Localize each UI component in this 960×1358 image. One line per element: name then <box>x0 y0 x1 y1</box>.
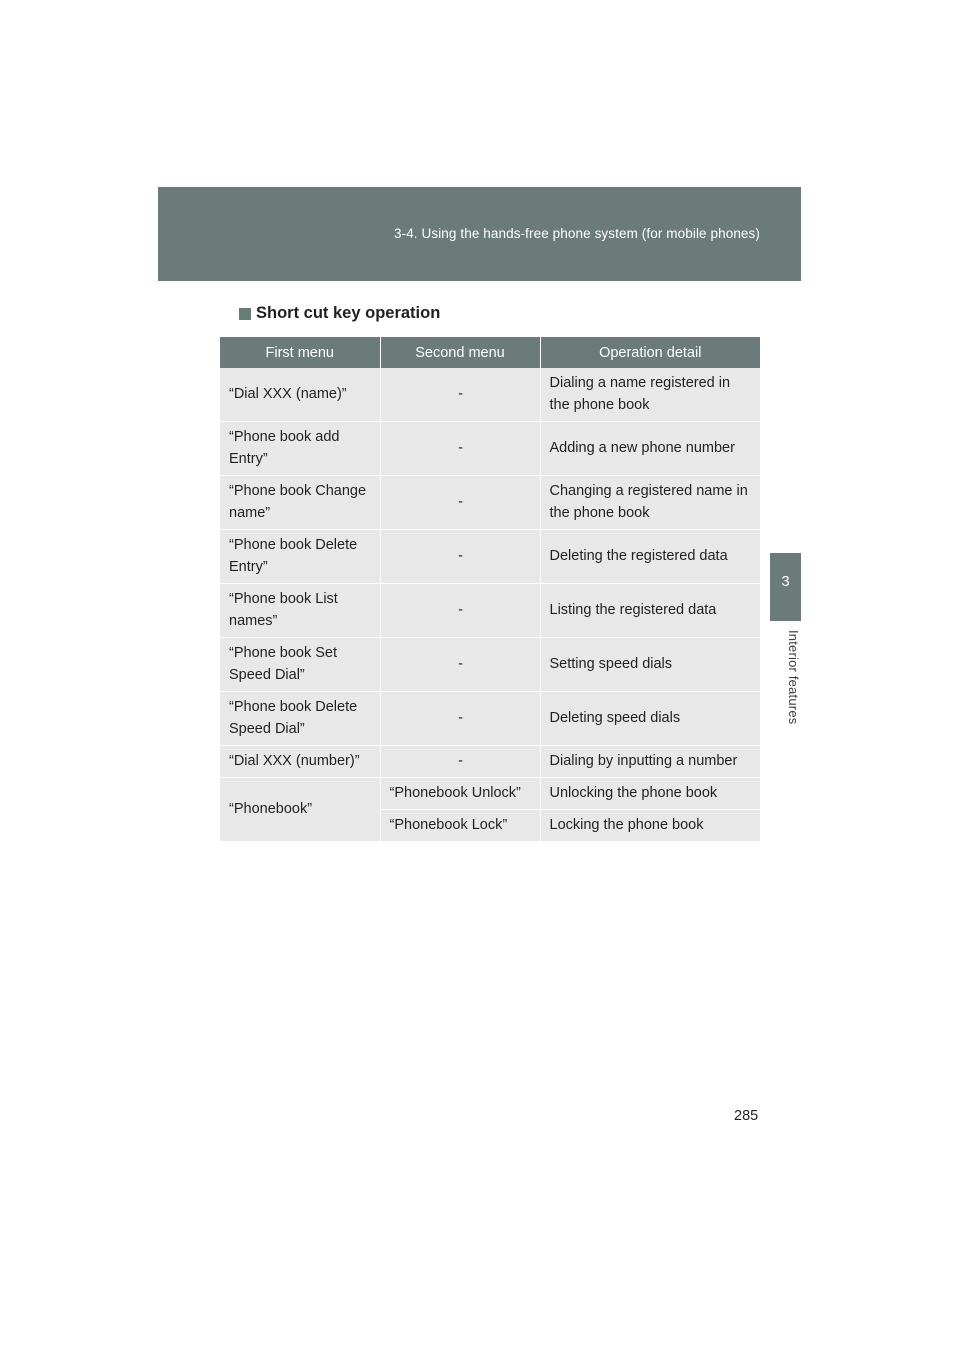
table-row <box>220 368 760 422</box>
operation-detail-cell: Dialing by inputting a number <box>540 746 760 778</box>
first-menu-cell: “Phone book Delete Entry” <box>220 530 380 584</box>
operation-detail-cell: Unlocking the phone book <box>540 778 760 810</box>
table-header-row <box>220 337 760 368</box>
chapter-tab <box>770 553 801 621</box>
table-row <box>220 692 760 746</box>
second-menu-cell: “Phonebook Unlock” <box>380 778 540 810</box>
table-row <box>220 530 760 584</box>
chapter-label: Interior features <box>786 630 801 725</box>
column-header-operation-detail: Operation detail <box>540 337 760 368</box>
second-menu-cell: - <box>380 584 540 638</box>
second-menu-cell: - <box>380 476 540 530</box>
operation-detail-cell: Listing the registered data <box>540 584 760 638</box>
first-menu-cell: “Phone book Change name” <box>220 476 380 530</box>
operation-detail-cell: Deleting speed dials <box>540 692 760 746</box>
column-header-first-menu: First menu <box>220 337 380 368</box>
first-menu-cell-phonebook: “Phonebook” <box>220 778 380 842</box>
operation-detail-cell: Setting speed dials <box>540 638 760 692</box>
table-row <box>220 638 760 692</box>
second-menu-cell: - <box>380 692 540 746</box>
table-row <box>220 584 760 638</box>
column-header-second-menu: Second menu <box>380 337 540 368</box>
table-row <box>220 778 760 810</box>
table-row <box>220 746 760 778</box>
page-number: 285 <box>734 1108 759 1124</box>
chapter-number: 3 <box>781 573 790 590</box>
section-heading <box>239 304 440 323</box>
section-heading-text: Short cut key operation <box>256 304 441 322</box>
shortcut-key-table <box>220 337 760 842</box>
second-menu-cell: - <box>380 368 540 422</box>
operation-detail-cell: Dialing a name registered in the phone book <box>540 368 760 422</box>
first-menu-cell: “Phone book List names” <box>220 584 380 638</box>
first-menu-cell: “Dial XXX (number)” <box>220 746 380 778</box>
section-header-title: 3-4. Using the hands-free phone system (for mobile phones) <box>394 226 760 241</box>
first-menu-cell: “Phone book add Entry” <box>220 422 380 476</box>
square-bullet-icon <box>239 308 251 320</box>
first-menu-cell: “Phone book Delete Speed Dial” <box>220 692 380 746</box>
table-row <box>220 476 760 530</box>
second-menu-cell: - <box>380 746 540 778</box>
section-header-band <box>158 187 801 281</box>
first-menu-cell: “Phone book Set Speed Dial” <box>220 638 380 692</box>
operation-detail-cell: Deleting the registered data <box>540 530 760 584</box>
operation-detail-cell: Adding a new phone number <box>540 422 760 476</box>
second-menu-cell: “Phonebook Lock” <box>380 810 540 842</box>
operation-detail-cell: Locking the phone book <box>540 810 760 842</box>
second-menu-cell: - <box>380 638 540 692</box>
second-menu-cell: - <box>380 530 540 584</box>
operation-detail-cell: Changing a registered name in the phone book <box>540 476 760 530</box>
second-menu-cell: - <box>380 422 540 476</box>
first-menu-cell: “Dial XXX (name)” <box>220 368 380 422</box>
table-row <box>220 422 760 476</box>
